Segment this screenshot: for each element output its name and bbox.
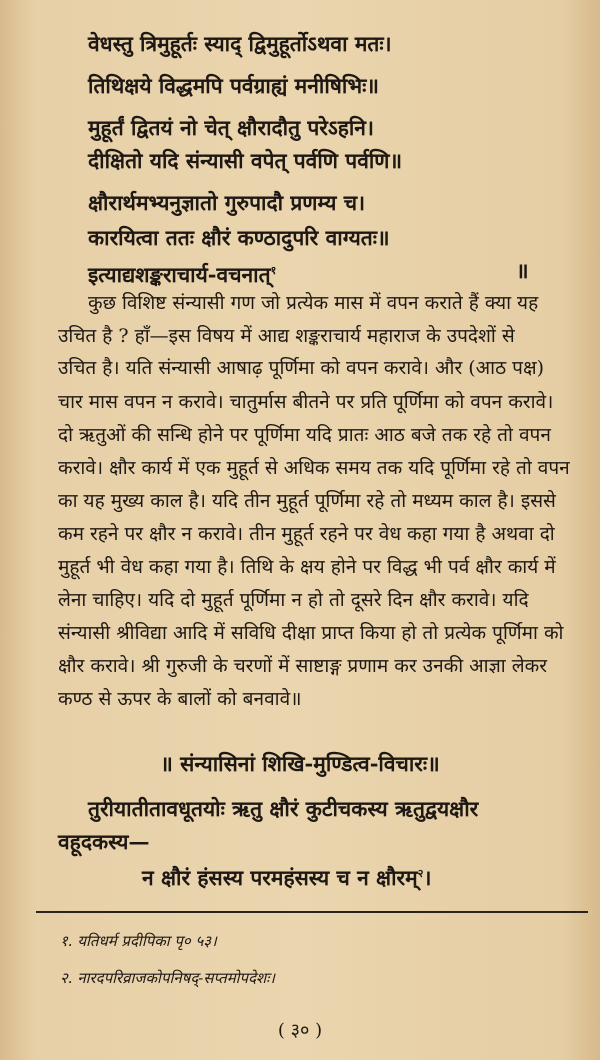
section-verse-text: न क्षौरं हंसस्य परमहंसस्य च न क्षौरम् <box>142 865 418 890</box>
prose-line-9: मुहूर्त भी वेध कहा गया है। तिथि के क्षय होने पर विद्ध भी पर्व क्षौर कार्य में <box>58 556 556 578</box>
footnote-rule <box>36 911 588 913</box>
prose-line-12: क्षौर करावे। श्री गुरुजी के चरणों में साष्टाङ्ग प्रणाम कर उनकी आज्ञा लेकर <box>58 655 547 677</box>
footnote-ref-2: २ <box>417 867 424 880</box>
prose-line-4: चार मास वपन न करावे। चातुर्मास बीतने पर प्रति पूर्णिमा को वपन करावे। <box>58 391 554 413</box>
footnote-2: २. नारदपरिव्राजकोपनिषद्-सप्तमोपदेशः। <box>60 969 275 987</box>
prose-line-10: लेना चाहिए। यदि दो मुहूर्त पूर्णिमा न हो तो दूसरे दिन क्षौर करावे। यदि <box>58 589 529 611</box>
prose-line-2: उचित है ? हाँ—इस विषय में आद्य शङ्कराचार्य महाराज के उपदेशों से <box>58 325 515 347</box>
verse-line-6: कारयित्वा ततः क्षौरं कण्ठादुपरि वाग्यतः॥ <box>88 225 390 250</box>
citation-end-mark: ॥ <box>516 258 529 283</box>
prose-line-8: कम रहने पर क्षौर न करावे। तीन मुहूर्त रहने पर वेध कहा गया है अथवा दो <box>58 523 555 545</box>
section-verse-danda: । <box>423 865 432 890</box>
verse-line-4: दीक्षितो यदि संन्यासी वपेत् पर्वणि पर्वणि॥ <box>88 148 403 173</box>
page-number: ( ३० ) <box>277 1020 323 1041</box>
section-verse-line-3 <box>142 858 431 894</box>
footnote-1: १. यतिधर्म प्रदीपिका पृ० ५३। <box>60 932 217 950</box>
prose-line-7: का यह मुख्य काल है। यदि तीन मुहूर्त पूर्णिमा रहे तो मध्यम काल है। इससे <box>58 490 556 512</box>
verse-line-1: वेधस्तु त्रिमुहूर्तः स्याद् द्विमुहूर्तोऽथवा मतः। <box>88 31 392 56</box>
prose-line-5: दो ऋतुओं की सन्धि होने पर पूर्णिमा यदि प्रातः आठ बजे तक रहे तो वपन <box>58 424 551 446</box>
section-verse-line-2: वहूदकस्य— <box>58 829 150 854</box>
prose-line-13: कण्ठ से ऊपर के बालों को बनवावे॥ <box>58 688 302 710</box>
prose-line-3: उचित है। यति संन्यासी आषाढ़ पूर्णिमा को वपन करावे। और (आठ पक्ष) <box>58 357 544 379</box>
prose-line-1: कुछ विशिष्ट संन्यासी गण जो प्रत्येक मास में वपन कराते हैं क्या यह <box>88 292 539 314</box>
verse-line-3: मुहूर्तं द्वितयं नो चेत् क्षौरादौतु परेऽहनि। <box>88 115 374 140</box>
section-heading: ॥ संन्यासिनां शिखि-मुण्डित्व-विचारः॥ <box>160 751 440 776</box>
section-verse-line-1: तुरीयातीतावधूतयोः ऋतु क्षौरं कुटीचकस्य ऋतुद्वयक्षौर <box>88 796 479 821</box>
verse-line-5: क्षौरार्थमभ्यनुज्ञातो गुरुपादौ प्रणम्य च। <box>88 190 366 215</box>
prose-line-11: संन्यासी श्रीविद्या आदि में सविधि दीक्षा प्राप्त किया हो तो प्रत्येक पूर्णिमा को <box>58 622 564 644</box>
verse-line-2: तिथिक्षये विद्धमपि पर्वग्राह्यं मनीषिभिः॥ <box>88 73 379 98</box>
citation-line <box>88 255 276 291</box>
footnote-ref-1: १ <box>270 264 277 277</box>
prose-line-6: करावे। क्षौर कार्य में एक मुहूर्त से अधिक समय तक यदि पूर्णिमा रहे तो वपन <box>58 457 570 479</box>
citation-source: इत्याद्यशङ्कराचार्य-वचनात् <box>88 262 271 287</box>
